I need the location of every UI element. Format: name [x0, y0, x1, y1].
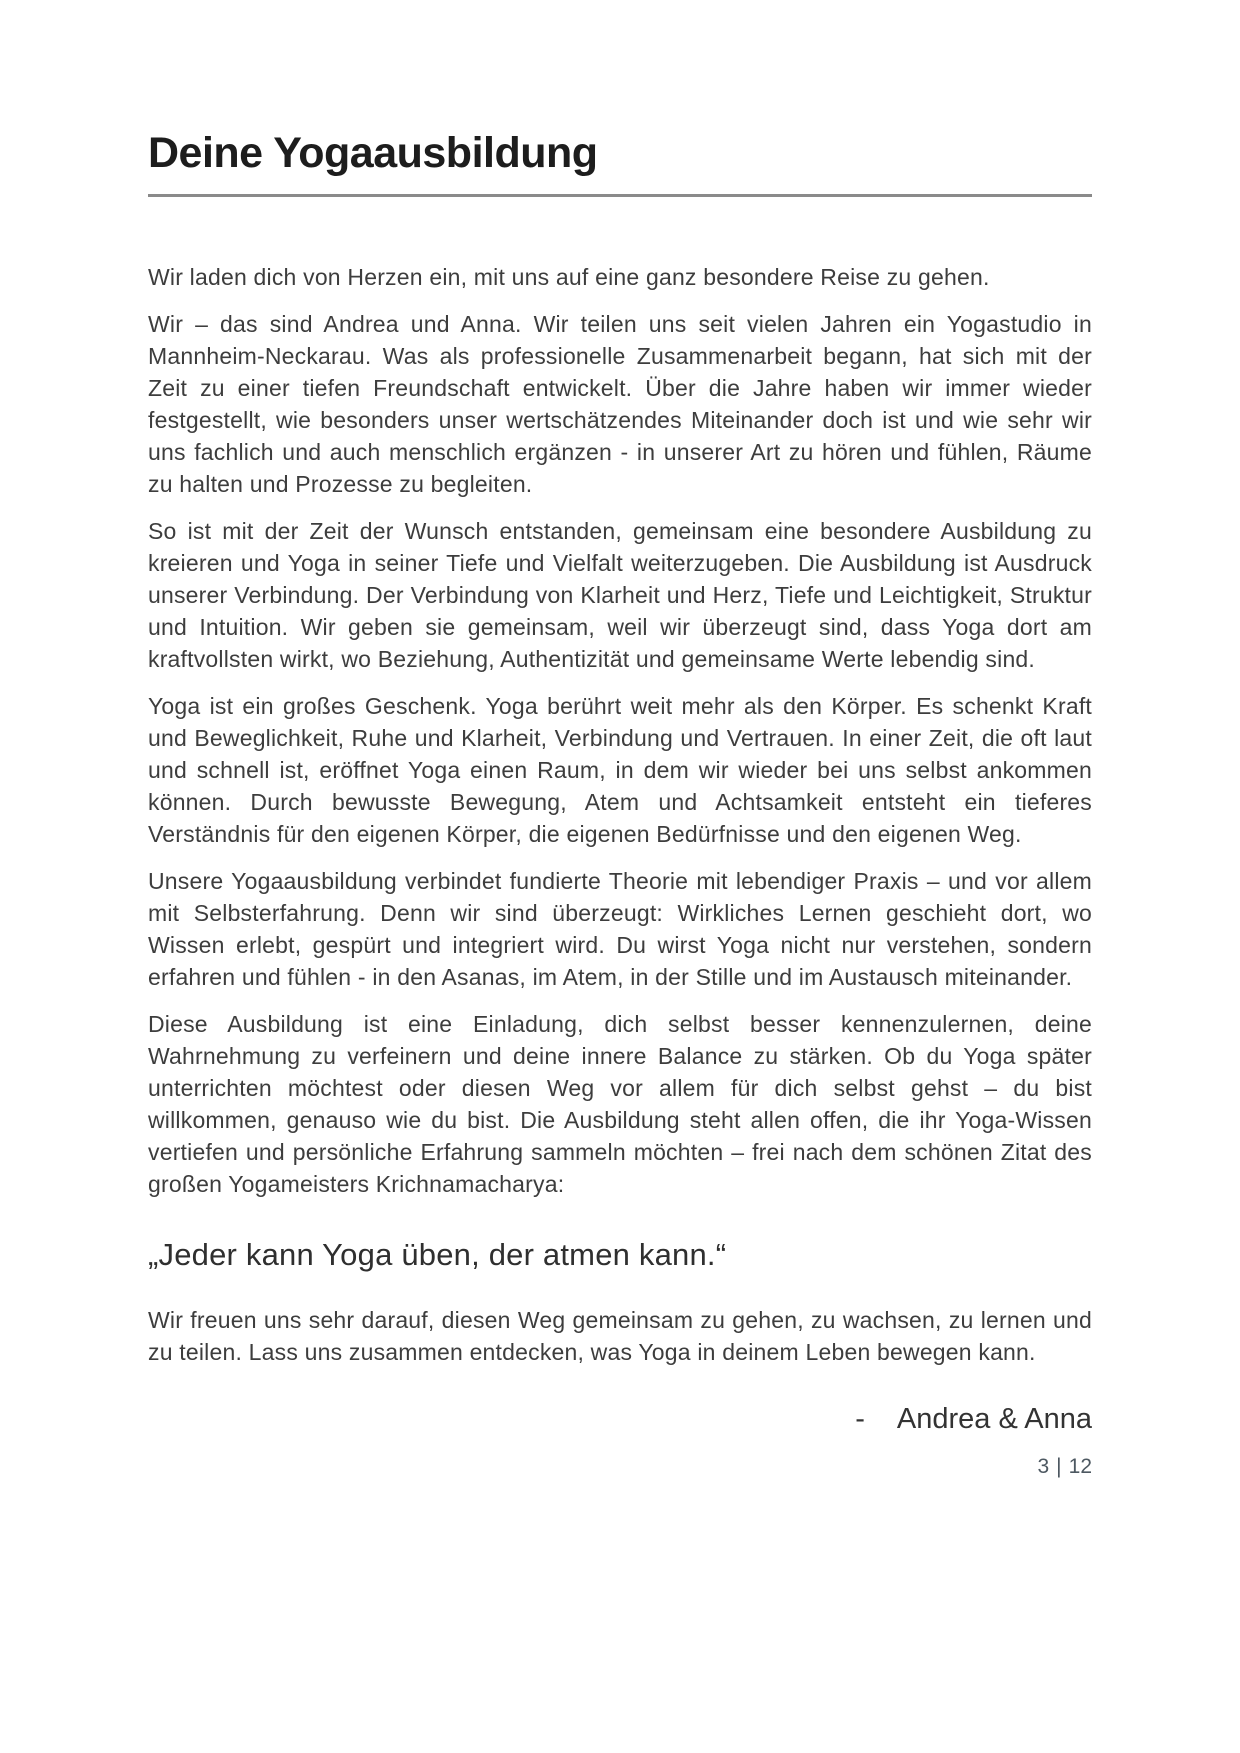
signature: [148, 1398, 1092, 1440]
paragraph-yoga-gift: Yoga ist ein großes Geschenk. Yoga berührt weit mehr als den Körper. Es schenkt Kraft und Beweglichkeit, Ruhe und Klarheit, Verbindung und Vertrauen. In einer Zeit, die oft laut und schnell ist, eröffnet Yoga einen Raum, in dem wir wieder bei uns selbst ankommen können. Durch bewusste Bewegung, Atem und Achtsamkeit entsteht ein tieferes Verständnis für den eigenen Körper, die eigenen Bedürfnisse und den eigenen Weg.: [148, 693, 1092, 847]
paragraph-theory-practice: Unsere Yogaausbildung verbindet fundierte Theorie mit lebendiger Praxis – und vor allem mit Selbsterfahrung. Denn wir sind überzeugt: Wirkliches Lernen geschieht dort, wo Wissen erlebt, gespürt und integriert wird. Du wirst Yoga nicht nur verstehen, sondern erfahren und fühlen - in den Asanas, im Atem, in der Stille und im Austausch miteinander.: [148, 868, 1092, 990]
page-number-current: 3: [1037, 1455, 1050, 1478]
page-number-total: 12: [1068, 1455, 1092, 1478]
page-number-separator: |: [1056, 1455, 1062, 1478]
paragraph-invitation: Diese Ausbildung ist eine Einladung, dich selbst besser kennenzulernen, deine Wahrnehmung zu verfeinern und deine innere Balance zu stärken. Ob du Yoga später unterrichten möchtest oder diesen Weg vor allem für dich selbst gehst – du bist willkommen, genauso wie du bist. Die Ausbildung steht allen offen, die ihr Yoga-Wissen vertiefen und persönliche Erfahrung sammeln möchten – frei nach dem schönen Zitat des großen Yogameisters Krichnamacharya:: [148, 1011, 1092, 1197]
intro-paragraph: Wir laden dich von Herzen ein, mit uns auf eine ganz besondere Reise zu gehen.: [148, 264, 990, 290]
closing-paragraph: Wir freuen uns sehr darauf, diesen Weg gemeinsam zu gehen, zu wachsen, zu lernen und zu teilen. Lass uns zusammen entdecken, was Yoga in deinem Leben bewegen kann.: [148, 1307, 1092, 1365]
quote-text: „Jeder kann Yoga üben, der atmen kann.“: [148, 1237, 727, 1272]
paragraph-wish: So ist mit der Zeit der Wunsch entstanden, gemeinsam eine besondere Ausbildung zu kreieren und Yoga in seiner Tiefe und Vielfalt weiterzugeben. Die Ausbildung ist Ausdruck unserer Verbindung. Der Verbindung von Klarheit und Herz, Tiefe und Leichtigkeit, Struktur und Intuition. Wir geben sie gemeinsam, weil wir überzeugt sind, dass Yoga dort am kraftvollsten wirkt, wo Beziehung, Authentizität und gemeinsame Werte lebendig sind.: [148, 518, 1092, 672]
signature-dash: -: [855, 1403, 865, 1435]
paragraph-about-us: Wir – das sind Andrea und Anna. Wir teilen uns seit vielen Jahren ein Yogastudio in Mannheim-Neckarau. Was als professionelle Zusammenarbeit begann, hat sich mit der Zeit zu einer tiefen Freundschaft entwickelt. Über die Jahre haben wir immer wieder festgestellt, wie besonders unser wertschätzendes Miteinander doch ist und wie sehr wir uns fachlich und auch menschlich ergänzen - in unserer Art zu hören und fühlen, Räume zu halten und Prozesse zu begleiten.: [148, 311, 1092, 497]
title-divider: [148, 194, 1092, 197]
page-number: [148, 1454, 1092, 1480]
signature-names: Andrea & Anna: [896, 1403, 1092, 1435]
page-title: Deine Yogaausbildung: [148, 129, 598, 177]
